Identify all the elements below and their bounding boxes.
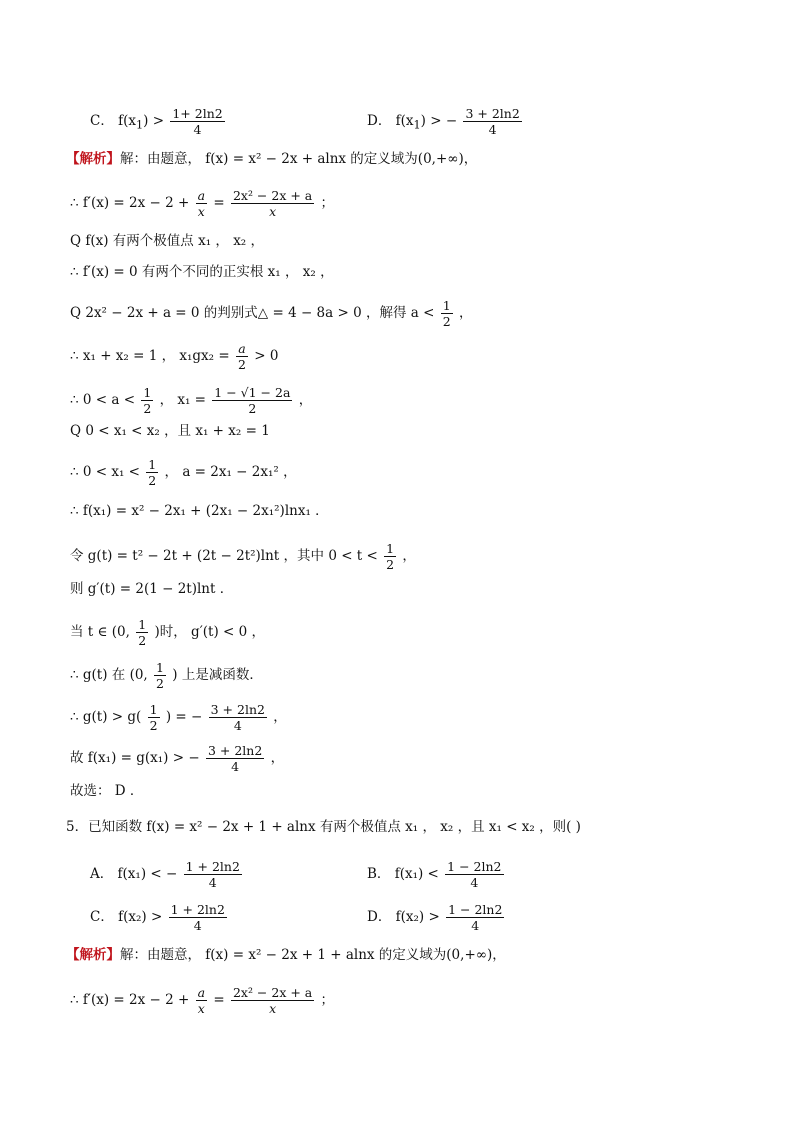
fraction: $\frac{1+ 2\ln 2}{4}$ — [172, 106, 223, 137]
option-b: B． f(x₁) < $\frac{1 - 2\ln 2}{4}$ — [367, 859, 502, 890]
solution2-line-1: 【解析】解：由题意， f(x) = x² − 2x + 1 + alnx 的定义域为(0,+∞)， — [66, 947, 506, 963]
solution-line-2: ∴ f′(x) = 2x − 2 + $\frac{a}{x}$ = $\frac{\text{2x² − 2x + a}}{x}$ ； — [70, 188, 335, 219]
solution-line-14: ∴ g(t) 在 (0, $\frac{1}{2}$ ) 上是减函数． — [70, 660, 263, 691]
solution-line-11: 令 g(t) = t² − 2t + (2t − 2t²)lnt ，其中 0 < t < $\frac{1}{2}$ ， — [70, 541, 416, 572]
solution-tag: 【解析】 — [66, 947, 120, 963]
option-a: A． f(x₁) < − $\frac{1 + 2\ln 2}{4}$ — [90, 859, 240, 890]
solution-line-16: 故 f(x₁) = g(x₁) > − $\frac{3 + 2\ln 2}{4}$ ， — [70, 743, 285, 774]
solution-line-4: ∴ f′(x) = 0 有两个不同的正实根 x₁ ， x₂ ， — [70, 264, 334, 280]
solution-line-10: ∴ f(x₁) = x² − 2x₁ + (2x₁ − 2x₁²)lnx₁ ． — [70, 503, 329, 519]
option-c: C． f(x₂) > $\frac{1 + 2\ln 2}{4}$ — [90, 902, 225, 933]
option-c: C． $f(x_1)$ > $\frac{1+ 2\ln 2}{4}$ — [90, 106, 223, 137]
solution-line-6: ∴ x₁ + x₂ = 1 ， x₁gx₂ = $\frac{a}{2}$ > 0 — [70, 341, 279, 372]
solution-line-17: 故选： D ． — [70, 783, 144, 799]
solution-line-1: 【解析】解：由题意， f(x) = x² − 2x + alnx 的定义域为(0,+∞)， — [66, 151, 478, 167]
solution-line-15: ∴ g(t) > g( $\frac{1}{2}$ ) = − $\frac{3 + 2\ln 2}{4}$ ， — [70, 702, 287, 733]
solution2-line-2: ∴ f′(x) = 2x − 2 + $\frac{a}{x}$ = $\frac{\text{2x² − 2x + a}}{x}$ ； — [70, 985, 335, 1016]
fraction: $\frac{3 + 2\ln 2}{4}$ — [465, 106, 520, 137]
solution-line-13: 当 t ∈ (0, $\frac{1}{2}$ )时， g′(t) < 0 ， — [70, 617, 265, 648]
solution-line-8: Q 0 < x₁ < x₂ ，且 x₁ + x₂ = 1 — [70, 423, 270, 439]
solution-line-9: ∴ 0 < x₁ < $\frac{1}{2}$ ， a = 2x₁ − 2x₁² ， — [70, 457, 297, 488]
solution-line-3: Q f(x) 有两个极值点 x₁ ， x₂ ， — [70, 233, 265, 249]
solution-line-7: ∴ 0 < a < $\frac{1}{2}$ ， x₁ = $\frac{1 - √1 - 2a}{2}$ ， — [70, 385, 313, 416]
question-5-stem: 5．已知函数 f(x) = x² − 2x + 1 + alnx 有两个极值点 x₁ ， x₂ ，且 x₁ < x₂ ，则( ) — [66, 819, 581, 835]
solution-tag: 【解析】 — [66, 151, 120, 167]
solution-line-5: Q 2x² − 2x + a = 0 的判别式△ = 4 − 8a > 0 ，解得 a < $\frac{1}{2}$ ， — [70, 298, 473, 329]
option-d: D． f(x₂) > $\frac{1 - 2\ln 2}{4}$ — [367, 902, 503, 933]
option-d: D． $f(x_1)$ > − $\frac{3 + 2\ln 2}{4}$ — [367, 106, 520, 137]
solution-line-12: 则 g′(t) = 2(1 − 2t)lnt ． — [70, 581, 234, 597]
